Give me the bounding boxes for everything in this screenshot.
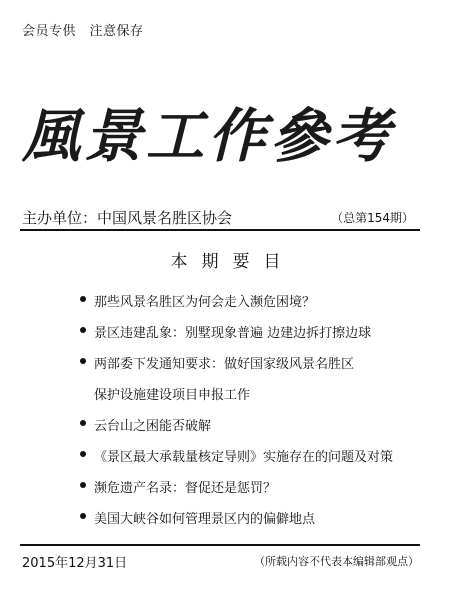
bullet-icon	[80, 296, 86, 302]
bullet-icon	[80, 420, 86, 426]
contents-item-text: 美国大峡谷如何管理景区内的偏僻地点	[94, 512, 316, 527]
contents-item-text: 云台山之困能否破解	[94, 419, 212, 434]
bullet-icon	[80, 358, 86, 364]
bullet-icon	[80, 482, 86, 488]
issue-number: （总第154期）	[331, 211, 414, 225]
editorial-disclaimer: （所载内容不代表本编辑部观点）	[254, 555, 419, 568]
bullet-icon	[80, 513, 86, 519]
contents-item-text: 濒危遗产名录：督促还是惩罚？	[94, 481, 277, 496]
contents-item-text: 景区违建乱象：别墅现象普遍 边建边拆打擦边球	[94, 326, 372, 341]
member-only-note: 会员专供 注意保存	[22, 24, 144, 39]
contents-item-text: 《景区最大承载量核定导则》实施存在的问题及对策	[94, 450, 394, 465]
contents-item-continued: 保护设施建设项目申报工作	[94, 388, 251, 403]
bullet-icon	[80, 451, 86, 457]
publisher-row	[22, 207, 418, 229]
contents-heading: 本期要目	[170, 252, 295, 272]
masthead-logo	[18, 94, 438, 174]
masthead-calligraphy	[18, 94, 438, 174]
top-divider	[20, 229, 420, 231]
contents-item-text: 那些风景名胜区为何会走入濒危困境？	[94, 295, 316, 310]
bullet-icon	[80, 327, 86, 333]
masthead-title: 風景工作參考	[22, 102, 395, 170]
publication-date: 2015年12月31日	[22, 556, 128, 571]
host-organization: 主办单位：中国风景名胜区协会	[22, 209, 233, 227]
bottom-divider	[20, 544, 420, 546]
contents-item-text: 两部委下发通知要求：做好国家级风景名胜区	[94, 357, 355, 372]
